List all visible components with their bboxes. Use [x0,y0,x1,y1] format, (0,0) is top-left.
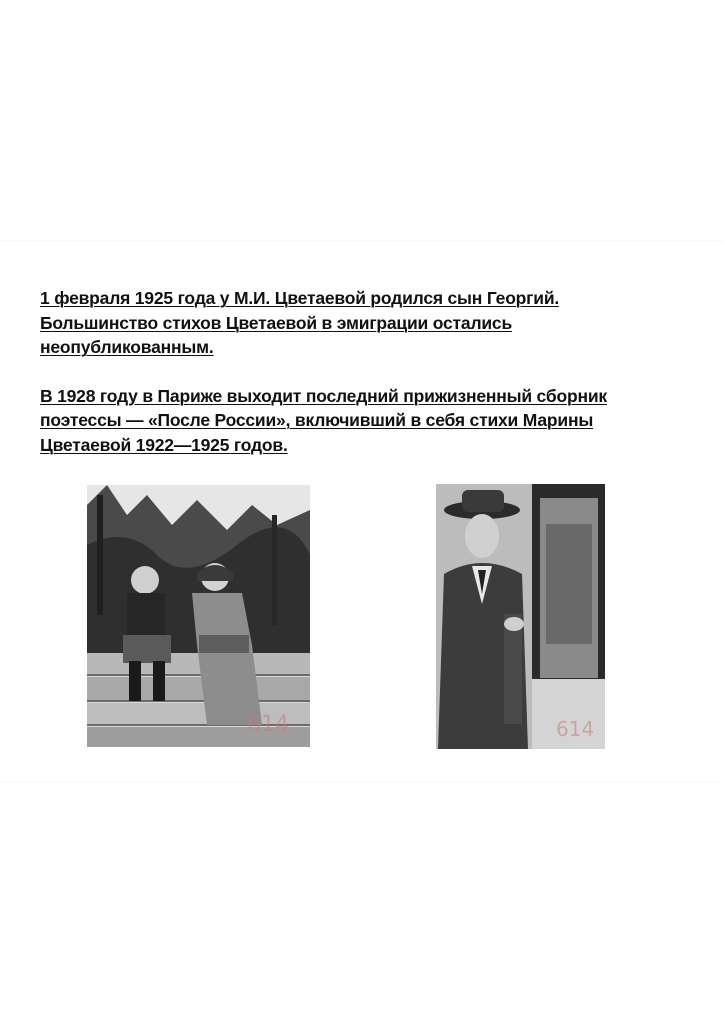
svg-text:614: 614 [556,717,595,741]
photo-georgy-in-hat [436,484,605,749]
photo-street-scene [436,484,605,749]
photo-forest-scene [87,485,310,747]
text-block [40,286,680,457]
photo-tsvetaeva-with-son [87,485,310,747]
paragraph-after-russia: В 1928 году в Париже выходит последний прижизненный сборник поэтессы — «После России», включивший в себя стихи Марины Цветаевой 1922—1925 годов. [40,385,607,455]
svg-text:614: 614 [247,712,289,737]
paragraph-birth-of-son: 1 февраля 1925 года у М.И. Цветаевой родился сын Георгий. Большинство стихов Цветаевой в эмиграции остались неопубликованным. [40,288,560,357]
